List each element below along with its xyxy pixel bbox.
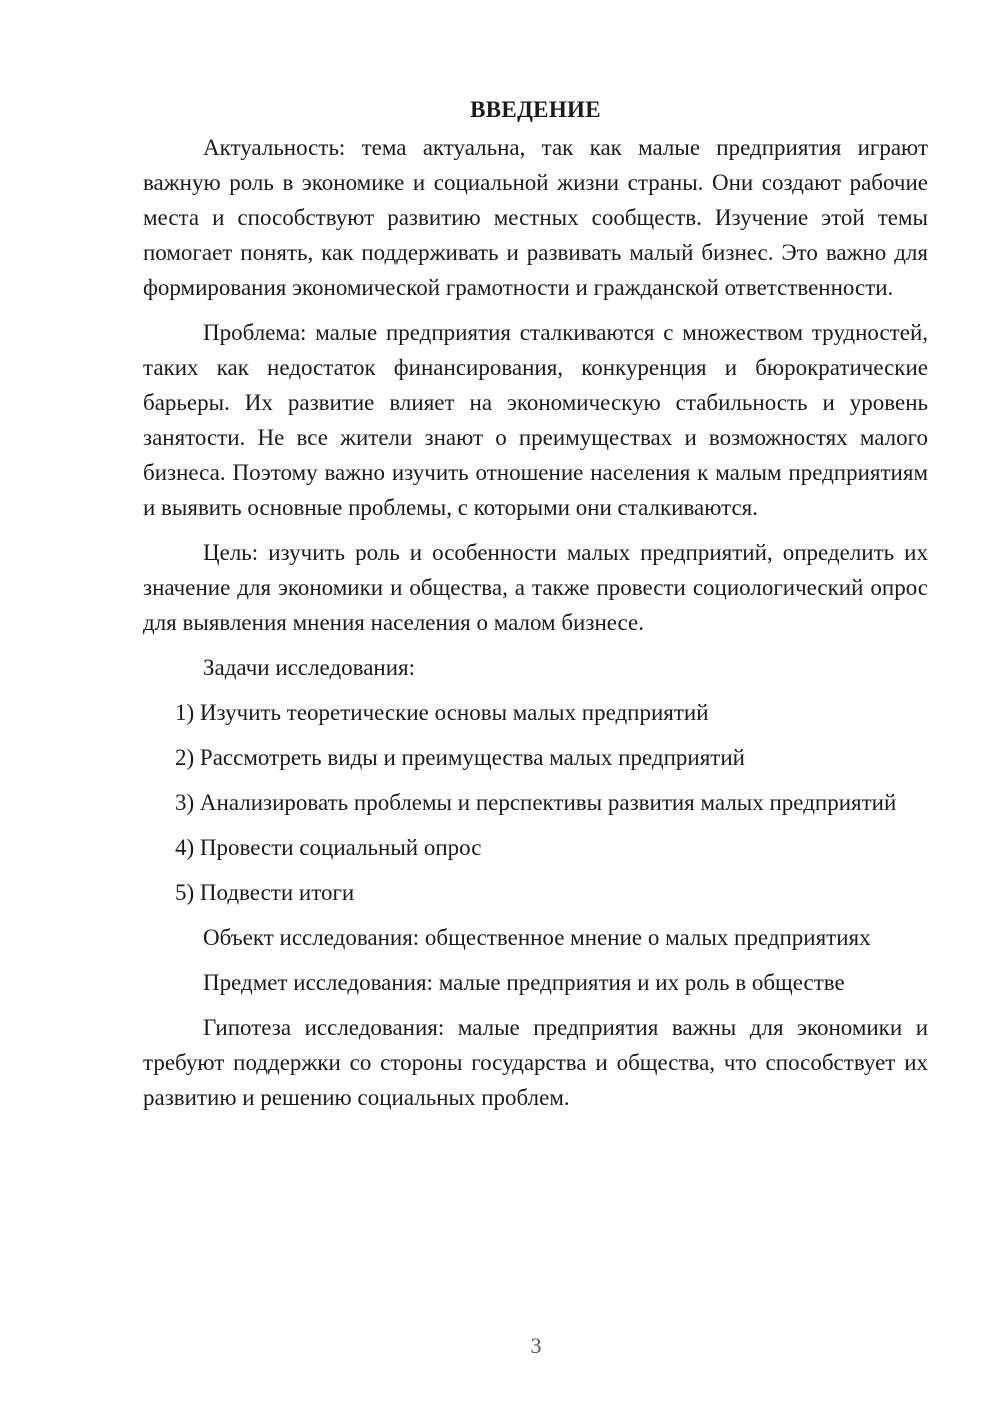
page-number: 3	[530, 1333, 542, 1358]
task-item-1: 1) Изучить теоретические основы малых предприятий	[175, 700, 709, 725]
task-item-2: 2) Рассмотреть виды и преимущества малых предприятий	[175, 745, 745, 770]
paragraph-problem: Проблема: малые предприятия сталкиваются с множеством трудностей, таких как недостаток финансирования, конкуренция и бюрократические барьеры. Их развитие влияет на экономическую стабильность и уровень занятости. Не все жители знают о преимуществах и возможностях малого бизнеса. Поэтому важно изучить отношение населения к малым предприятиям и выявить основные проблемы, с которыми они сталкиваются.	[143, 320, 928, 520]
paragraph-hypothesis: Гипотеза исследования: малые предприятия важны для экономики и требуют поддержки со стороны государства и общества, что способствует их развитию и решению социальных проблем.	[143, 1015, 928, 1110]
tasks-heading: Задачи исследования:	[203, 655, 416, 680]
section-title: ВВЕДЕНИЕ	[470, 97, 601, 122]
task-item-5: 5) Подвести итоги	[175, 880, 355, 905]
document-page	[143, 92, 928, 1125]
paragraph-goal: Цель: изучить роль и особенности малых предприятий, определить их значение для экономики и общества, а также провести социологический опрос для выявления мнения населения о малом бизнесе.	[143, 540, 928, 635]
task-item-3: 3) Анализировать проблемы и перспективы развития малых предприятий	[175, 790, 897, 815]
paragraph-object: Объект исследования: общественное мнение о малых предприятиях	[203, 925, 871, 950]
paragraph-relevance: Актуальность: тема актуальна, так как малые предприятия играют важную роль в экономике и социальной жизни страны. Они создают рабочие места и способствуют развитию местных сообществ. Изучение этой темы помогает понять, как поддерживать и развивать малый бизнес. Это важно для формирования экономической грамотности и гражданской ответственности.	[143, 135, 928, 300]
paragraph-subject: Предмет исследования: малые предприятия и их роль в обществе	[203, 970, 845, 995]
task-item-4: 4) Провести социальный опрос	[175, 835, 482, 860]
